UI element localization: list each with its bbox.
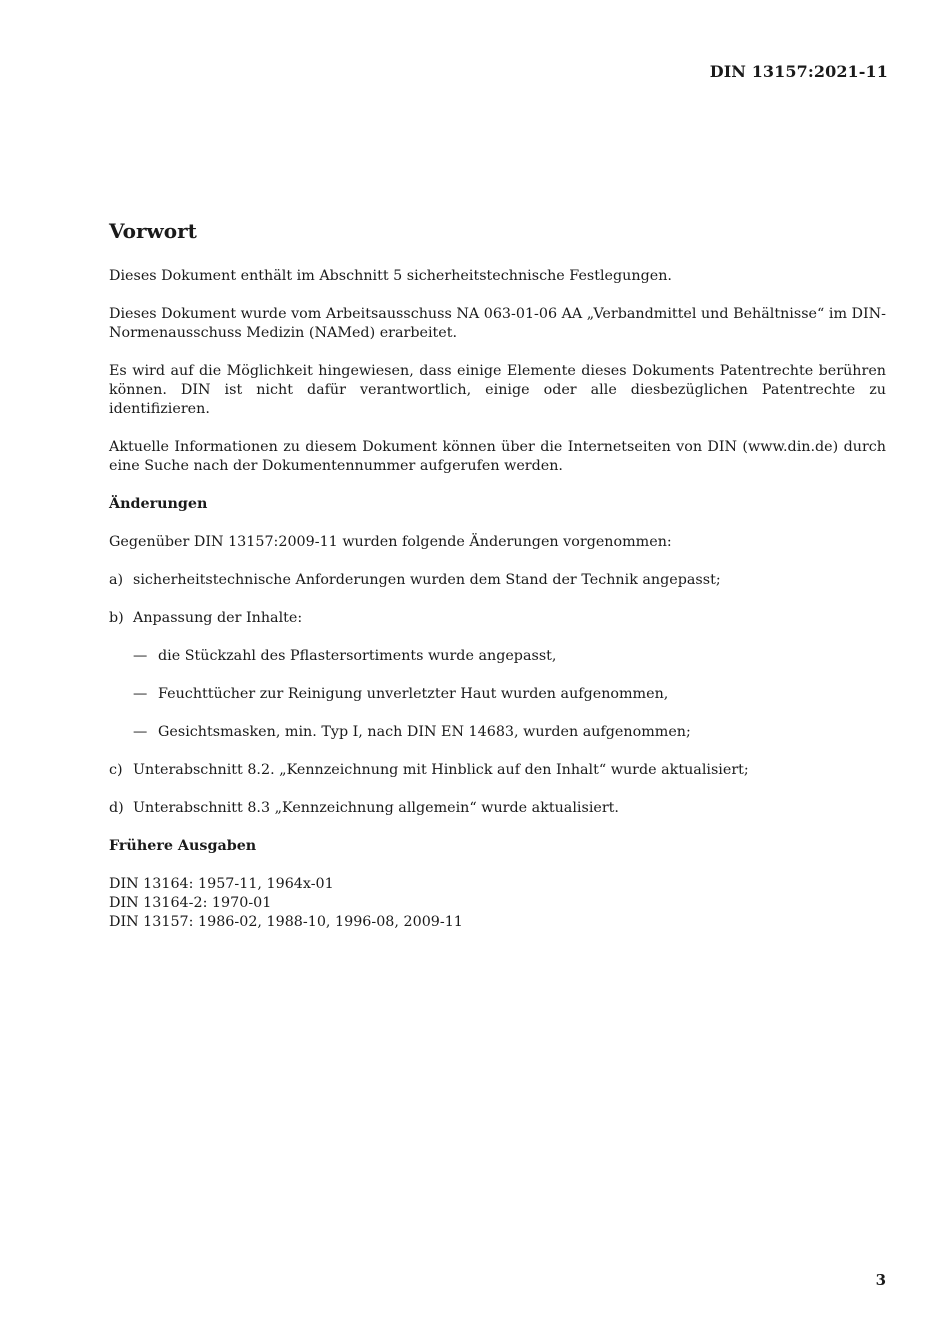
previous-editions-list: [109, 875, 886, 932]
paragraph: Dieses Dokument enthält im Abschnitt 5 sicherheitstechnische Festlegungen.: [109, 268, 672, 284]
paragraph: Dieses Dokument wurde vom Arbeitsausschuss NA 063-01-06 AA „Verbandmittel und Behältnisse“ im DIN-Normenausschuss Medizin (NAMed) erarbeitet.: [109, 306, 886, 341]
changes-intro: Gegenüber DIN 13157:2009-11 wurden folgende Änderungen vorgenommen:: [109, 534, 672, 550]
paragraph: Aktuelle Informationen zu diesem Dokument können über die Internetseiten von DIN (www.din.de) durch eine Suche nach der Dokumentennummer aufgerufen werden.: [109, 439, 886, 474]
list-item: [109, 761, 886, 780]
sub-list-item: [133, 647, 886, 666]
changes-heading: Änderungen: [109, 496, 208, 512]
list-item: [109, 609, 886, 628]
list-marker: c): [109, 762, 123, 778]
list-marker: d): [109, 800, 124, 816]
list-marker: a): [109, 572, 124, 588]
sub-list-item-text: Gesichtsmasken, min. Typ I, nach DIN EN 14683, wurden aufgenommen;: [158, 724, 691, 740]
paragraph: Es wird auf die Möglichkeit hingewiesen, dass einige Elemente dieses Dokuments Patentrechte berühren können. DIN ist nicht dafür verantwortlich, einige oder alle diesbezüglichen Patentrechte zu identifizieren.: [109, 363, 886, 417]
list-item-text: sicherheitstechnische Anforderungen wurden dem Stand der Technik angepasst;: [133, 572, 721, 588]
edition-line: DIN 13157: 1986-02, 1988-10, 1996-08, 2009-11: [109, 914, 463, 930]
edition-line: DIN 13164: 1957-11, 1964x-01: [109, 876, 334, 892]
sub-list-item: [133, 723, 886, 742]
dash-marker: —: [133, 686, 148, 702]
previous-editions-heading: Frühere Ausgaben: [109, 838, 257, 854]
sub-list-item-text: Feuchttücher zur Reinigung unverletzter Haut wurden aufgenommen,: [158, 686, 669, 702]
document-code: DIN 13157:2021-11: [709, 62, 888, 81]
list-item-text: Unterabschnitt 8.3 „Kennzeichnung allgemein“ wurde aktualisiert.: [133, 800, 619, 816]
foreword-section: [109, 217, 886, 932]
sub-list-item: [133, 685, 886, 704]
dash-marker: —: [133, 724, 148, 740]
dash-marker: —: [133, 648, 148, 664]
page-number: 3: [875, 1271, 886, 1289]
list-item: [109, 799, 886, 818]
sub-list-item-text: die Stückzahl des Pflastersortiments wurde angepasst,: [158, 648, 557, 664]
edition-line: DIN 13164-2: 1970-01: [109, 895, 272, 911]
list-item-text: Anpassung der Inhalte:: [133, 610, 303, 626]
section-title: Vorwort: [109, 219, 197, 243]
list-item-text: Unterabschnitt 8.2. „Kennzeichnung mit Hinblick auf den Inhalt“ wurde aktualisiert;: [133, 762, 749, 778]
list-item: [109, 571, 886, 590]
list-marker: b): [109, 610, 124, 626]
